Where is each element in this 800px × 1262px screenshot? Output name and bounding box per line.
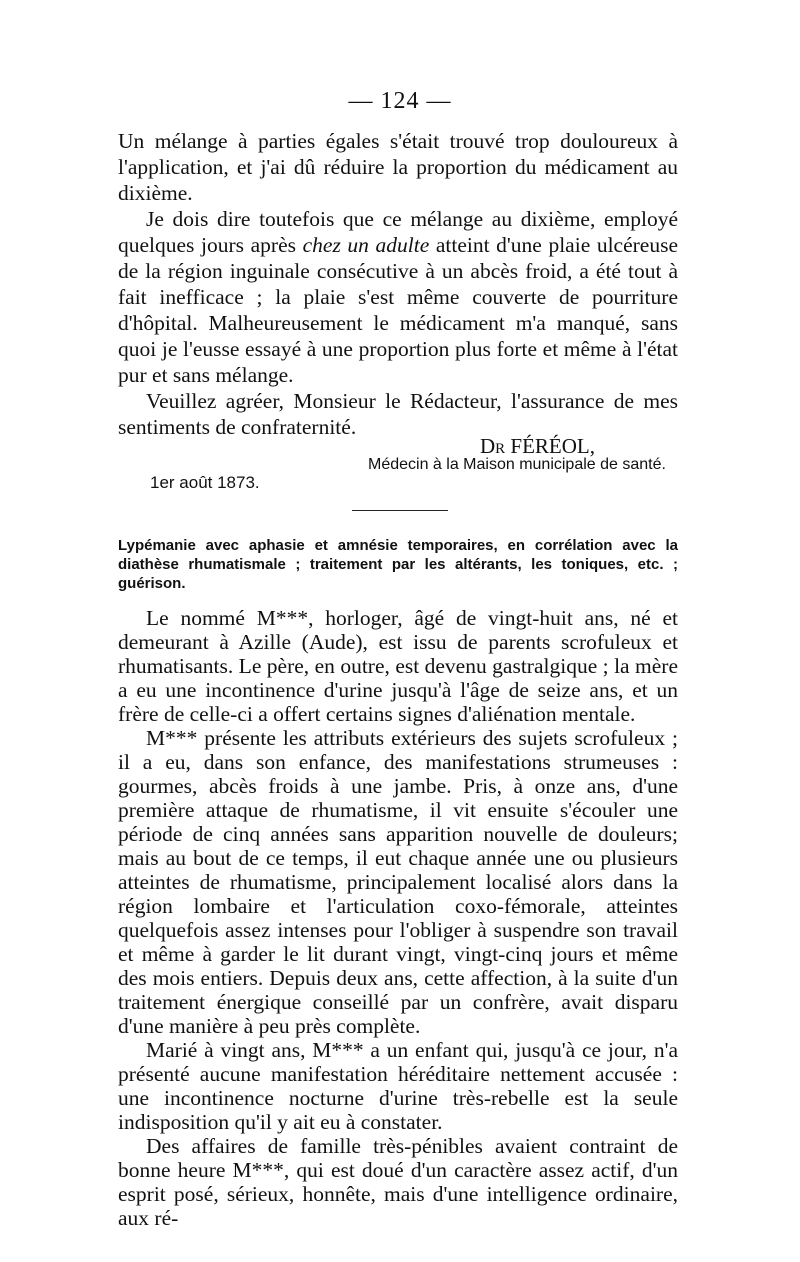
- article-paragraph: Des affaires de famille très-pénibles avaient contraint de bonne heure M***, qui est doué d'un caractère assez actif, d'un esprit posé, sérieux, honnête, mais d'une intelligence ordinaire, aux ré-: [118, 1134, 678, 1230]
- signature-name: Dr FÉRÉOL,: [480, 434, 596, 458]
- page-number: — 124 —: [348, 88, 452, 114]
- letter-body: [118, 128, 678, 440]
- letter-paragraph: Je dois dire toutefois que ce mélange au dixième, employé quelques jours après chez un adulte atteint d'une plaie ulcéreuse de la région inguinale consécutive à un abcès froid, a été tout à fait inefficace ; la plaie s'est même couverte de pourriture d'hôpital. Malheureusement le médicament m'a manqué, sans quoi je l'eusse essayé à une proportion plus forte et même à l'état pur et sans mélange.: [118, 207, 679, 387]
- letter-paragraph: Veuillez agréer, Monsieur le Rédacteur, l'assurance de mes sentiments de confraternité.: [118, 389, 678, 439]
- signature-title: Médecin à la Maison municipale de santé.: [368, 456, 666, 473]
- article-title: Lypémanie avec aphasie et amnésie temporaires, en corrélation avec la diathèse rhumatismale ; traitement par les altérants, les toniques, etc. ; guérison.: [118, 537, 678, 592]
- article-paragraph: Le nommé M***, horloger, âgé de vingt-huit ans, né et demeurant à Azille (Aude), est issu de parents scrofuleux et rhumatisants. Le père, en outre, est devenu gastralgique ; la mère a eu une incontinence d'urine jusqu'à l'âge de seize ans, et un frère de celle-ci a offert certains signes d'aliénation mentale.: [118, 606, 678, 726]
- article-paragraph: Marié à vingt ans, M*** a un enfant qui, jusqu'à ce jour, n'a présenté aucune manifestation héréditaire nettement accusée : une incontinence nocturne d'urine très-rebelle est la seule indisposition qu'il y ait eu à constater.: [118, 1038, 678, 1134]
- letter-date: 1er août 1873.: [150, 473, 260, 492]
- article-paragraph: M*** présente les attributs extérieurs des sujets scrofuleux ; il a eu, dans son enfance, des manifestations strumeuses : gourmes, abcès froids à une jambe. Pris, à onze ans, d'une première attaque de rhumatisme, il vit ensuite s'écouler une période de cinq années sans apparition nouvelle de douleurs; mais au bout de ce temps, il eut chaque année une ou plusieurs atteintes de rhumatisme, principalement localisé alors dans la région lombaire et l'articulation coxo-fémorale, atteintes quelquefois assez intenses pour l'obliger à suspendre son travail et même à garder le lit durant vingt, vingt-cinq jours et même des mois entiers. Depuis deux ans, cette affection, à la suite d'un traitement énergique conseillé par un confrère, avait disparu d'une manière à peu près complète.: [118, 726, 678, 1038]
- italic-phrase: chez un adulte: [302, 233, 430, 257]
- article-body: [118, 606, 678, 1230]
- section-divider: [352, 510, 448, 511]
- letter-paragraph: Un mélange à parties égales s'était trouvé trop douloureux à l'application, et j'ai dû réduire la proportion du médicament au dixième.: [118, 129, 678, 205]
